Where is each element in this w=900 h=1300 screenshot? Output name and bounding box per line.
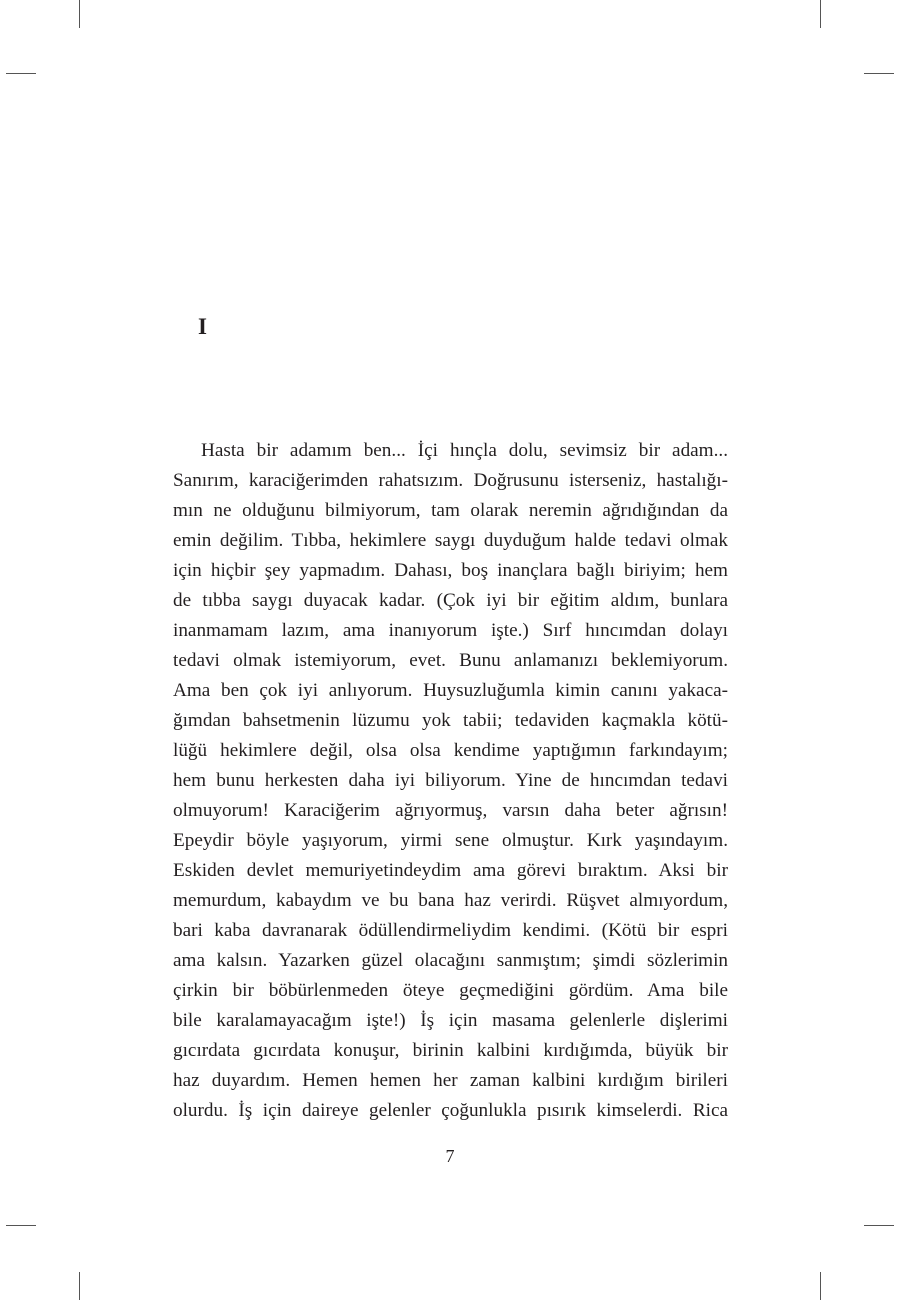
text-line: Ama ben çok iyi anlıyorum. Huysuzluğumla kimin canını yakaca-: [173, 680, 728, 701]
text-line: için hiçbir şey yapmadım. Dahası, boş inançlara bağlı biriyim; hem: [173, 560, 728, 581]
crop-mark-top-right-horizontal: [864, 73, 894, 74]
crop-mark-top-right-vertical: [820, 0, 821, 28]
crop-mark-top-left-vertical: [79, 0, 80, 28]
chapter-number: I: [198, 314, 208, 339]
text-line: Sanırım, karaciğerimden rahatsızım. Doğrusunu isterseniz, hastalığı-: [173, 470, 728, 491]
text-line: inanmamam lazım, ama inanıyorum işte.) Sırf hıncımdan dolayı: [173, 620, 728, 641]
text-line: lüğü hekimlere değil, olsa olsa kendime yaptığımın farkındayım;: [173, 740, 728, 761]
text-line: olmuyorum! Karaciğerim ağrıyormuş, varsın daha beter ağrısın!: [173, 800, 728, 821]
text-line: bile karalamayacağım işte!) İş için masama gelenlerle dişlerimi: [173, 1010, 728, 1031]
text-line: ğımdan bahsetmenin lüzumu yok tabii; tedaviden kaçmakla kötü-: [173, 710, 728, 731]
text-line: ama kalsın. Yazarken güzel olacağını sanmıştım; şimdi sözlerimin: [173, 950, 728, 971]
text-line: gıcırdata gıcırdata konuşur, birinin kalbini kırdığımda, büyük bir: [173, 1040, 728, 1061]
text-line: Epeydir böyle yaşıyorum, yirmi sene olmuştur. Kırk yaşındayım.: [173, 830, 728, 851]
text-line: emin değilim. Tıbba, hekimlere saygı duyduğum halde tedavi olmak: [173, 530, 728, 551]
text-line: hem bunu herkesten daha iyi biliyorum. Yine de hıncımdan tedavi: [173, 770, 728, 791]
crop-mark-bottom-left-horizontal: [6, 1225, 36, 1226]
text-line: haz duyardım. Hemen hemen her zaman kalbini kırdığım birileri: [173, 1070, 728, 1091]
text-line: memurdum, kabaydım ve bu bana haz verirdi. Rüşvet almıyordum,: [173, 890, 728, 911]
crop-mark-top-left-horizontal: [6, 73, 36, 74]
crop-mark-bottom-right-vertical: [820, 1272, 821, 1300]
body-text: [173, 436, 728, 1126]
text-line: olurdu. İş için daireye gelenler çoğunlukla pısırık kimselerdi. Rica: [173, 1100, 728, 1121]
crop-mark-bottom-right-horizontal: [864, 1225, 894, 1226]
text-line: bari kaba davranarak ödüllendirmeliydim kendimi. (Kötü bir espri: [173, 920, 728, 941]
text-line: mın ne olduğunu bilmiyorum, tam olarak neremin ağrıdığından da: [173, 500, 728, 521]
text-line: çirkin bir böbürlenmeden öteye geçmediğini gördüm. Ama bile: [173, 980, 728, 1001]
page-number: 7: [445, 1146, 455, 1166]
text-line: Eskiden devlet memuriyetindeydim ama görevi bıraktım. Aksi bir: [173, 860, 728, 881]
text-line: de tıbba saygı duyacak kadar. (Çok iyi bir eğitim aldım, bunlara: [173, 590, 728, 611]
text-line: Hasta bir adamım ben... İçi hınçla dolu, sevimsiz bir adam...: [201, 440, 728, 461]
crop-mark-bottom-left-vertical: [79, 1272, 80, 1300]
text-line: tedavi olmak istemiyorum, evet. Bunu anlamanızı beklemiyorum.: [173, 650, 728, 671]
